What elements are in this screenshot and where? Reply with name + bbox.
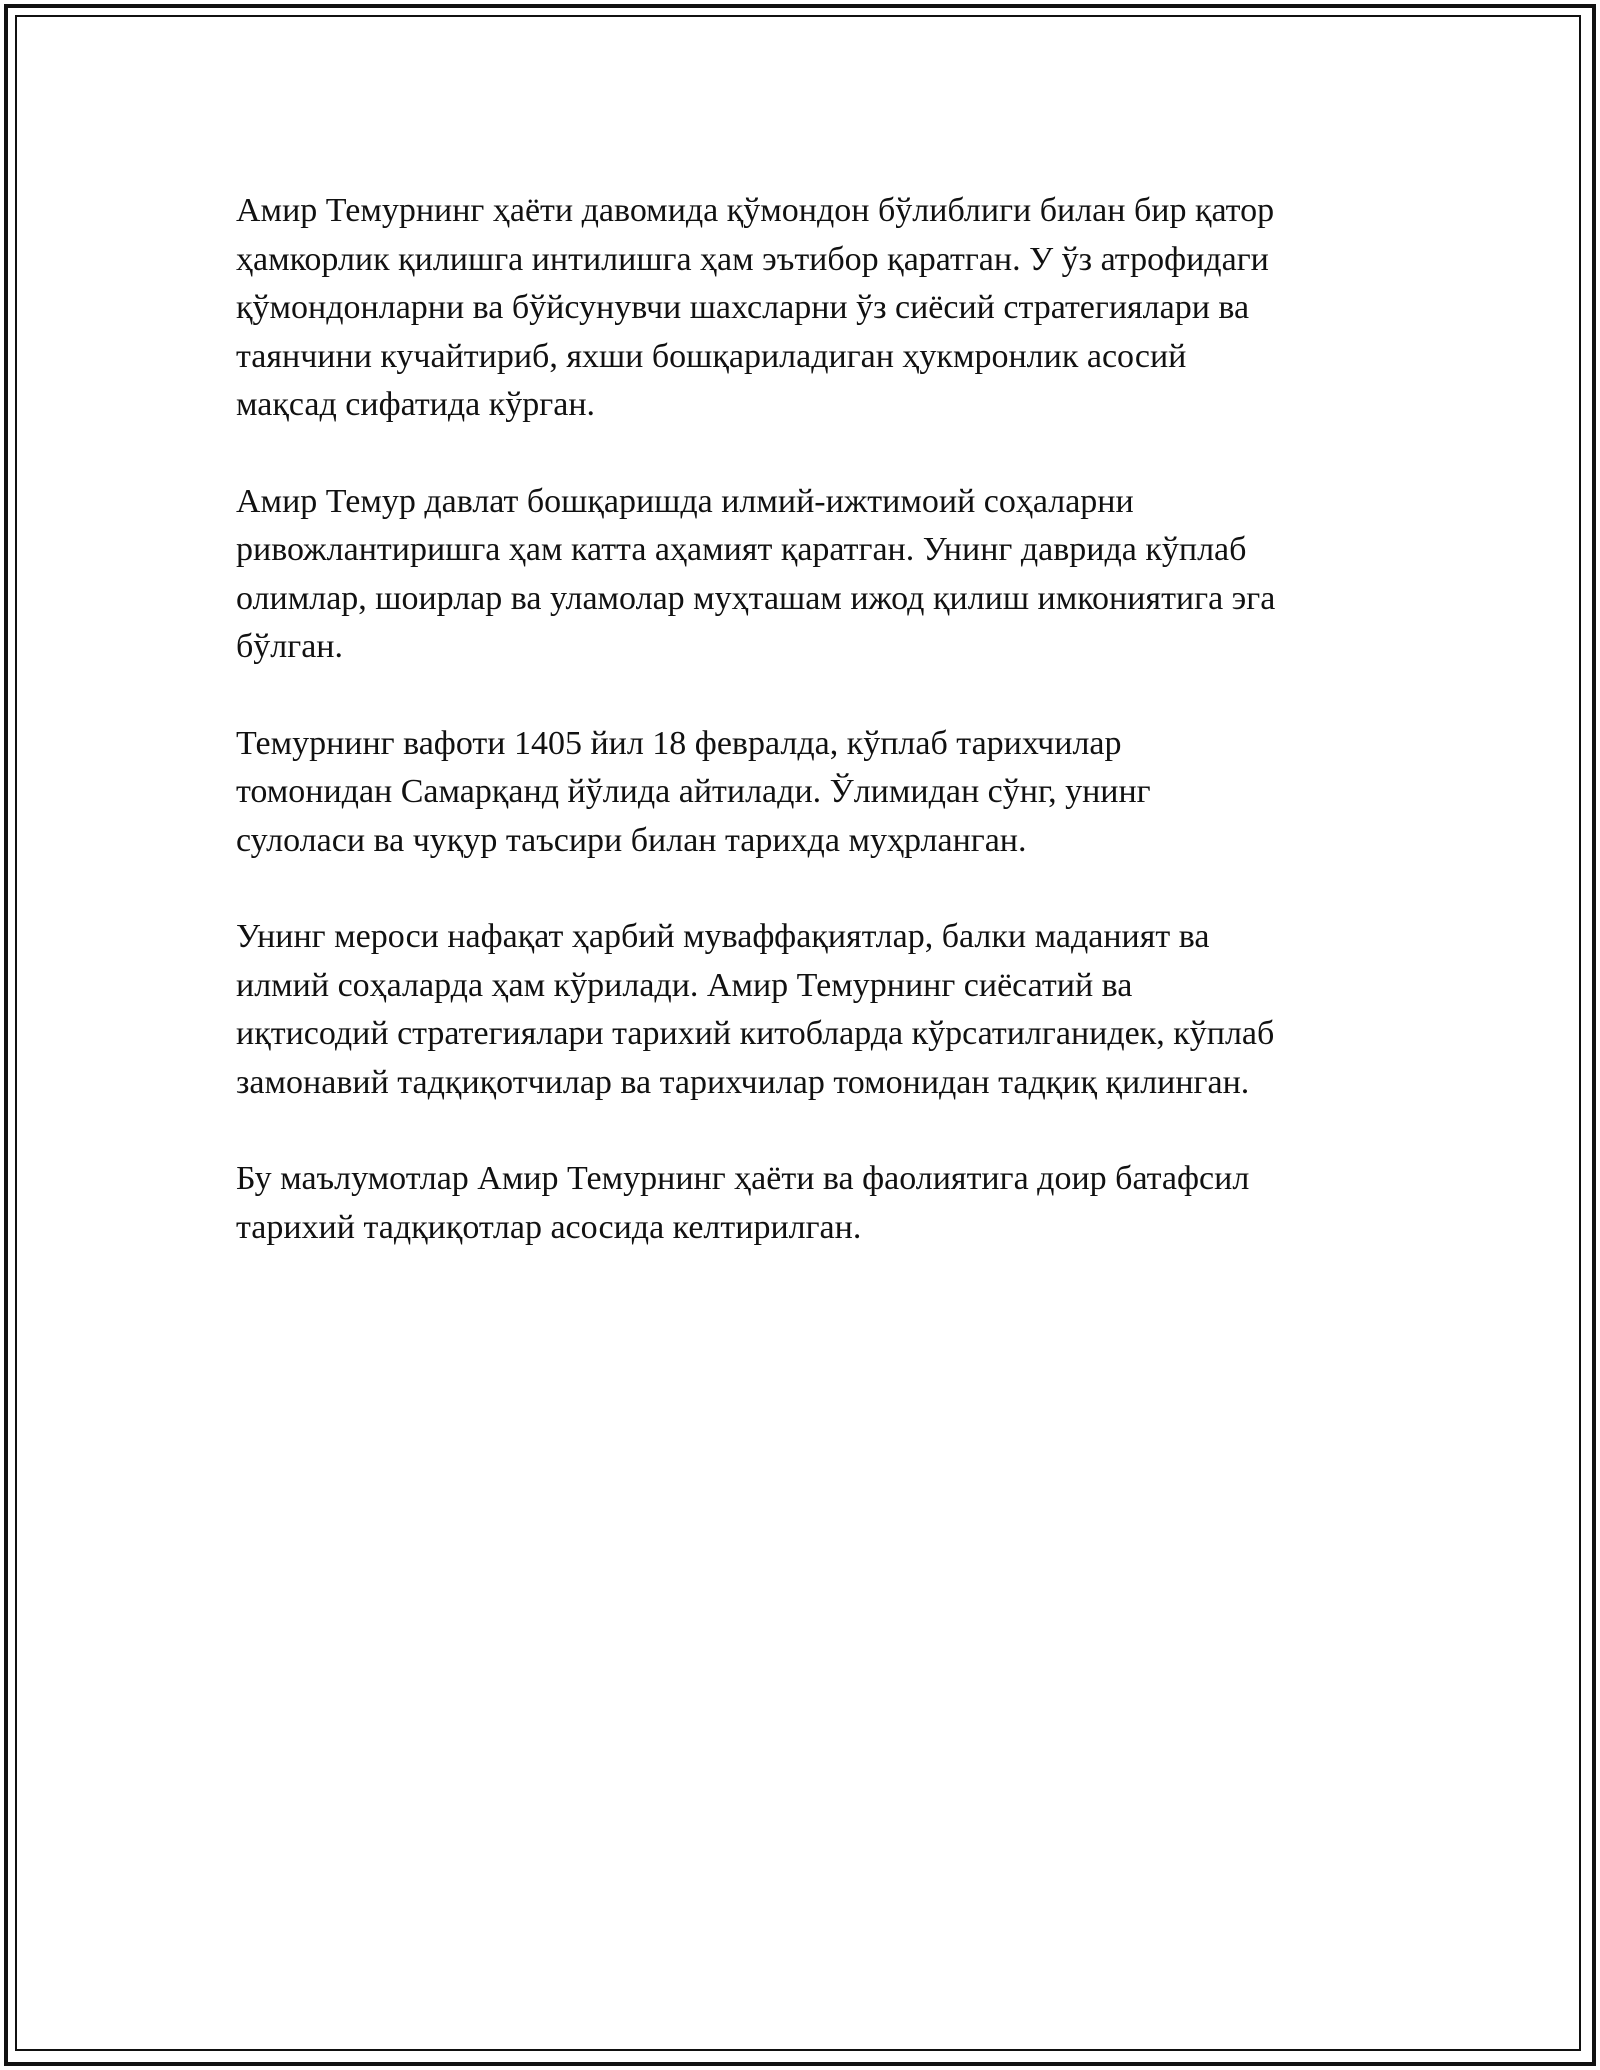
paragraph: Темурнинг вафоти 1405 йил 18 февралда, кўплаб тарихчилар томонидан Самарқанд йўлида айтилади. Ўлимидан сўнг, унинг сулоласи ва чуқур таъсири билан тарихда муҳрланган.	[236, 724, 1151, 859]
paragraph: Унинг мероси нафақат ҳарбий муваффақиятлар, балки маданият ва илмий соҳаларда ҳам кўрилади. Амир Темурнинг сиёсатий ва иқтисодий стратегиялари тарихий китобларда кўрсатилганидек, кўплаб замонавий тадқиқотчилар ва тарихчилар томонидан тадқиқ қилинган.	[236, 918, 1275, 1101]
paragraph: Бу маълумотлар Амир Темурнинг ҳаёти ва фаолиятига доир батафсил тарихий тадқиқотлар асосида келтирилган.	[236, 1160, 1250, 1246]
paragraph: Амир Темур давлат бошқаришда илмий-ижтимоий соҳаларни ривожлантиришга ҳам катта аҳамият қаратган. Унинг даврида кўплаб олимлар, шоирлар ва уламолар муҳташам ижод қилиш имкониятига эга бўлган.	[236, 482, 1276, 665]
paragraph: Амир Темурнинг ҳаёти давомида қўмондон бўлиблиги билан бир қатор ҳамкорлик қилишга интилишга ҳам эътибор қаратган. У ўз атрофидаги қўмондонларни ва бўйсунувчи шахсларни ўз сиёсий стратегиялари ва таянчини кучайтириб, яхши бошқариладиган ҳукмронлик асосий мақсад сифатида кўрган.	[236, 192, 1275, 423]
document-body	[236, 187, 1376, 1300]
